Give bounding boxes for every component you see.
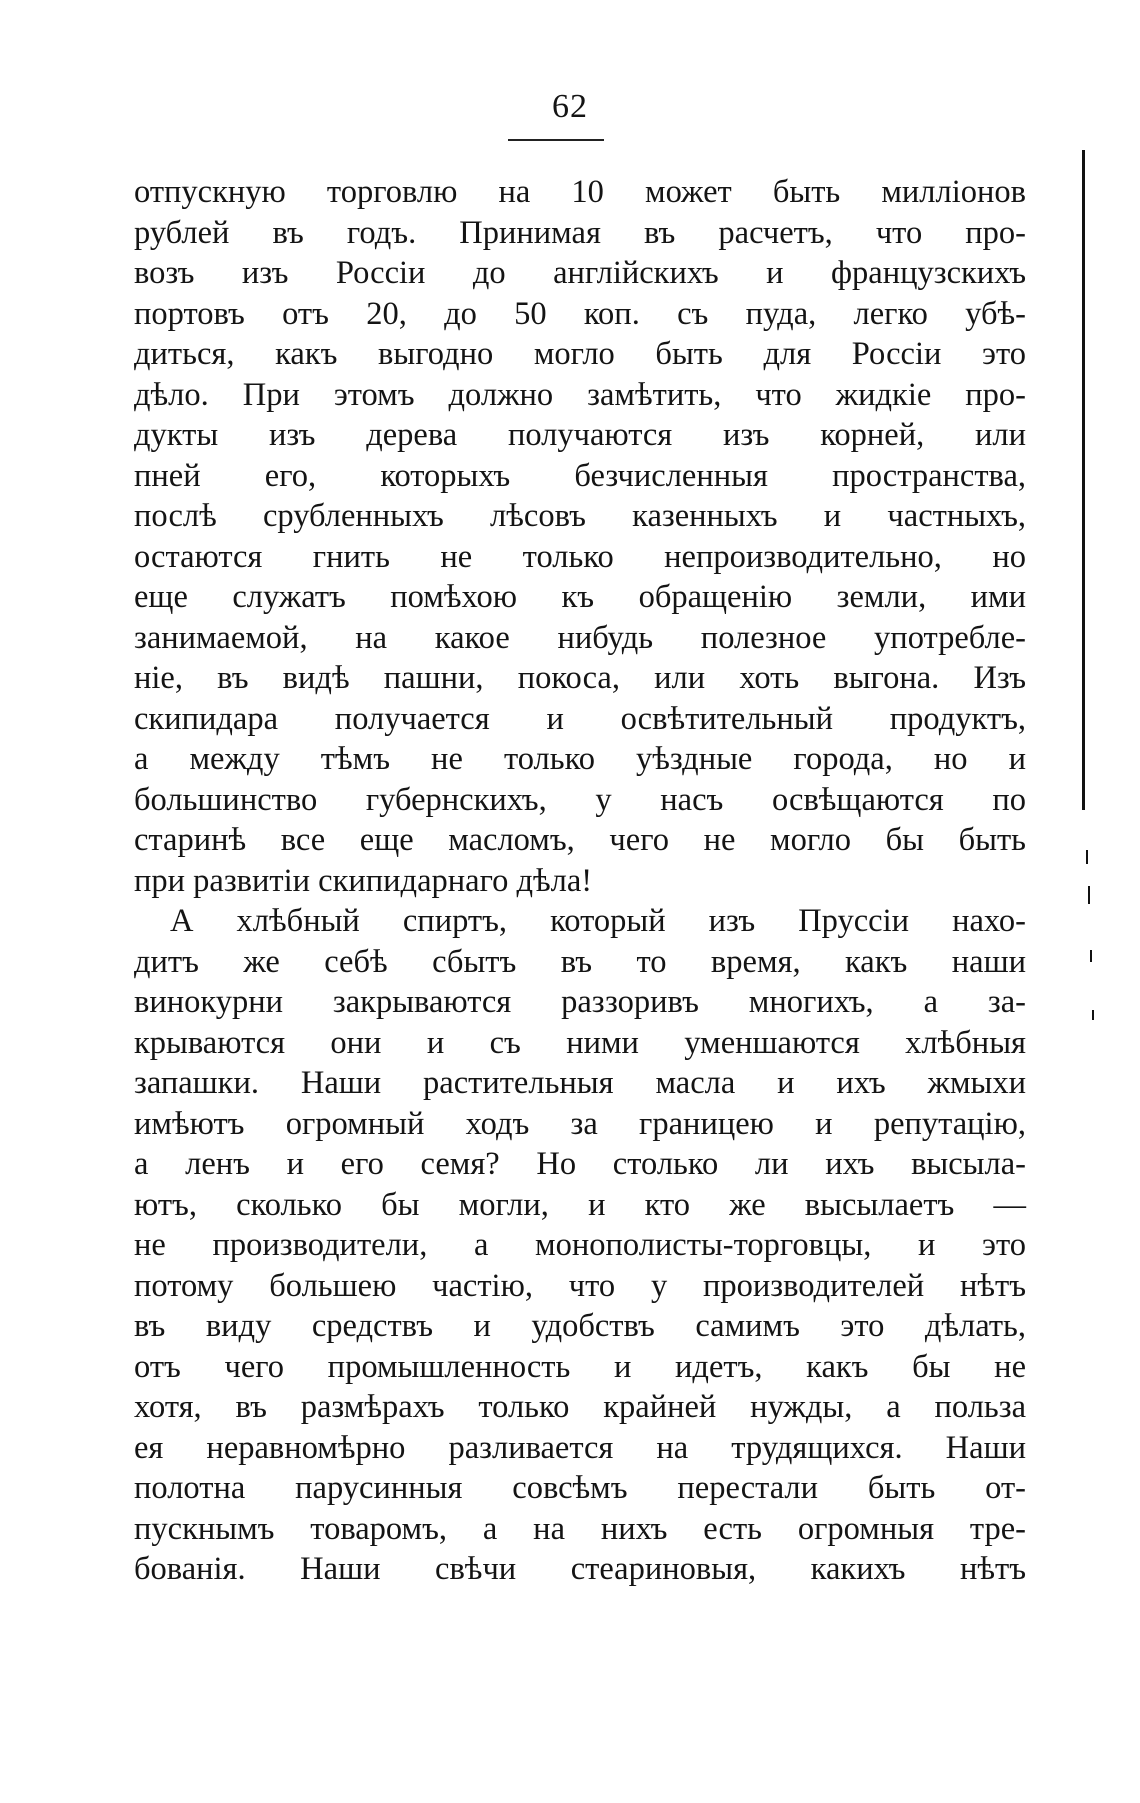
- text-line: въ виду средствъ и удобствъ самимъ это дѣлать,: [134, 1308, 1026, 1344]
- text-line: ея неравномѣрно разливается на трудящихся. Наши: [134, 1429, 1026, 1466]
- text-line: потому большею частію, что у производителей нѣтъ: [134, 1267, 1026, 1304]
- text-line: скипидара получается и освѣтительный продуктъ,: [134, 700, 1026, 737]
- text-line: пускнымъ товаромъ, а на нихъ есть огромныя тре-: [134, 1510, 1026, 1547]
- text-line: старинѣ все еще масломъ, чего не могло бы быть: [134, 822, 1026, 858]
- margin-scan-dash: [1088, 886, 1090, 904]
- text-line: а ленъ и его семя? Но столько ли ихъ высыла-: [134, 1146, 1026, 1182]
- text-line: рублей въ годъ. Принимая въ расчетъ, что про-: [134, 214, 1026, 251]
- text-line: крываются они и съ ними уменшаются хлѣбныя: [134, 1024, 1026, 1061]
- text-line: диться, какъ выгодно могло быть для Россіи это: [134, 336, 1026, 372]
- text-line: запашки. Наши растительныя масла и ихъ жмыхи: [134, 1065, 1026, 1101]
- text-line: ніе, въ видѣ пашни, покоса, или хоть выгона. Изъ: [134, 660, 1026, 696]
- text-line: дукты изъ дерева получаются изъ корней, или: [134, 417, 1026, 453]
- text-line: остаются гнить не только непроизводительно, но: [134, 538, 1026, 575]
- text-line: винокурни закрываются раззоривъ многихъ, а за-: [134, 984, 1026, 1020]
- margin-scan-line: [1082, 150, 1085, 810]
- margin-scan-dash: [1086, 850, 1088, 864]
- text-line: отпускную торговлю на 10 может быть милліонов: [134, 174, 1026, 210]
- text-line: возъ изъ Россіи до англійскихъ и французскихъ: [134, 255, 1026, 291]
- text-line: большинство губернскихъ, у насъ освѣщаются по: [134, 781, 1026, 818]
- text-line: полотна парусинныя совсѣмъ перестали быть от-: [134, 1470, 1026, 1506]
- text-line: занимаемой, на какое нибудь полезное употребле-: [134, 619, 1026, 656]
- text-line: не производители, а монополисты-торговцы, и это: [134, 1227, 1026, 1263]
- margin-scan-dash: [1092, 1010, 1094, 1020]
- text-line: еще служатъ помѣхою къ обращенію земли, ими: [134, 579, 1026, 615]
- body-text: [134, 172, 1026, 1590]
- text-line: имѣютъ огромный ходъ за границею и репутацію,: [134, 1105, 1026, 1142]
- text-line: дитъ же себѣ сбытъ въ то время, какъ наши: [134, 943, 1026, 980]
- text-line: пней его, которыхъ безчисленныя пространства,: [134, 457, 1026, 494]
- text-line: ютъ, сколько бы могли, и кто же высылаетъ —: [134, 1186, 1026, 1223]
- text-line: хотя, въ размѣрахъ только крайней нужды, а польза: [134, 1389, 1026, 1425]
- margin-scan-dash: [1090, 950, 1092, 962]
- text-line: при развитіи скипидарнаго дѣла!: [134, 862, 593, 899]
- header-rule: [508, 139, 604, 141]
- text-line: А хлѣбный спиртъ, который изъ Пруссіи нахо-: [170, 903, 1026, 939]
- text-line: отъ чего промышленность и идетъ, какъ бы не: [134, 1348, 1026, 1385]
- text-line: бованія. Наши свѣчи стеариновыя, какихъ нѣтъ: [134, 1551, 1026, 1587]
- text-line: послѣ срубленныхъ лѣсовъ казенныхъ и частныхъ,: [134, 498, 1026, 534]
- text-line: портовъ отъ 20, до 50 коп. съ пуда, легко убѣ-: [134, 295, 1026, 332]
- page-number: 62: [552, 88, 588, 125]
- text-line: дѣло. При этомъ должно замѣтить, что жидкіе про-: [134, 376, 1026, 413]
- text-line: а между тѣмъ не только уѣздные города, но и: [134, 741, 1026, 777]
